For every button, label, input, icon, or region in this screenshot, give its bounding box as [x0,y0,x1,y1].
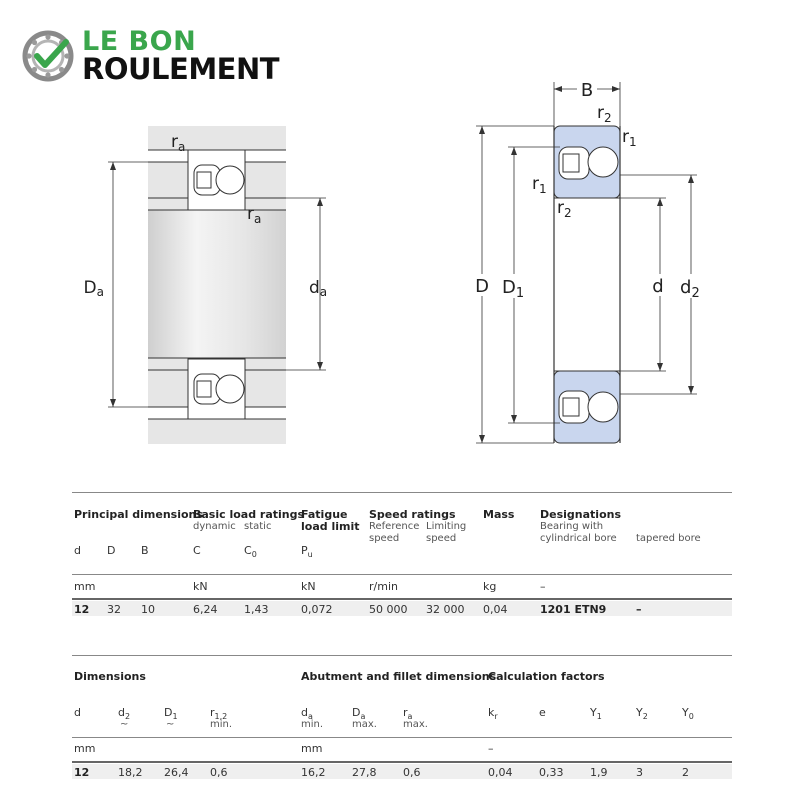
sym2-D1: $D_1$ [164,706,178,722]
val-C0: 1,43 [244,603,269,616]
da-label: da [309,278,328,299]
val2-e: 0,33 [539,766,564,779]
val-lim-speed: 32 000 [426,603,465,616]
hdr-fatigue-1: Fatigue [301,508,348,521]
hdr-reference-2: speed [369,533,400,544]
sym-d: d [74,544,81,557]
sym2-r12: $r_{1,2}$ [210,706,228,722]
hdr-reference-1: Reference [369,521,420,532]
hdr-bearing-with-2: cylindrical bore [540,533,617,544]
sym2-d2: $d_2$ [118,706,131,722]
r2-mid-label: $r_2$ [557,198,572,220]
val2-Y1: 1,9 [590,766,608,779]
D-label: D [475,276,489,297]
val2-kr: 0,04 [488,766,513,779]
Da-label: Da [83,278,104,299]
val-mass: 0,04 [483,603,508,616]
hdr-mass: Mass [483,508,515,521]
val2-da: 16,2 [301,766,326,779]
val-ref-speed: 50 000 [369,603,408,616]
r1-mid-label: $r_1$ [532,174,547,196]
hdr-bearing-with-1: Bearing with [540,521,604,532]
val-D: 32 [107,603,121,616]
ra-top-label: $r_a$ [171,132,186,154]
bearing-data-table [72,492,732,620]
unit2-mm-2: mm [301,742,323,755]
right-rollers-bottom [559,391,618,423]
unit-kg: kg [483,580,497,593]
sym2-da: $d_a$ [301,706,313,722]
hdr-static: static [244,521,272,532]
sym-C0: $C_0$ [244,544,257,560]
val-Pu: 0,072 [301,603,333,616]
bearing-section-bottom [188,359,245,419]
val-C: 6,24 [193,603,218,616]
hdr-calc: Calculation factors [488,670,605,683]
val2-D1: 26,4 [164,766,189,779]
B-label: B [580,80,594,101]
hdr-dynamic: dynamic [193,521,236,532]
shaft [148,210,286,358]
sym2-kr: $k_r$ [488,706,498,722]
unit2-mm-1: mm [74,742,96,755]
hdr-limiting-2: speed [426,533,457,544]
ra-mid-label: $r_a$ [247,204,262,226]
unit-dash: – [540,580,546,593]
val-tapered: – [636,603,642,616]
hdr-abutment: Abutment and fillet dimensions [301,670,497,683]
val2-Y2: 3 [636,766,643,779]
sym2-da-note: min. [301,719,324,730]
sym-Pu: $P_u$ [301,544,313,560]
right-rollers-top [559,147,618,179]
brand-line2: ROULEMENT [82,52,280,86]
unit-kN-2: kN [301,580,316,593]
d-label: d [652,276,664,297]
val-designation: 1201 ETN9 [540,603,607,616]
D1-label: $D_1$ [502,277,525,301]
val2-d2: 18,2 [118,766,143,779]
d2-label: $d_2$ [680,277,700,301]
sym-C: C [193,544,201,557]
sym2-Y0: $Y_0$ [682,706,694,722]
sym2-d: d [74,706,81,719]
hdr-speed: Speed ratings [369,508,456,521]
sym-D: D [107,544,116,557]
r2-top-label: $r_2$ [597,103,612,125]
bearing-section-top [188,150,245,210]
val2-r12: 0,6 [210,766,228,779]
sym2-d2-note: ~ [120,719,129,730]
unit2-dash: – [488,742,494,755]
hdr-principal: Principal dimensions [74,508,203,521]
val2-ra: 0,6 [403,766,421,779]
sym2-D1-note: ~ [166,719,175,730]
hdr-fatigue-2: load limit [301,520,360,533]
bearing-cross-section [473,79,706,443]
sym2-Da-note: max. [352,719,377,730]
hdr-limiting-1: Limiting [426,521,467,532]
sym2-ra-note: max. [403,719,428,730]
sym2-Da: $D_a$ [352,706,366,722]
brand-line1: LE BON [82,26,197,57]
unit-kN-1: kN [193,580,208,593]
hdr-dimensions: Dimensions [74,670,146,683]
sym-B: B [141,544,149,557]
sym2-ra: $r_a$ [403,706,413,722]
sym2-Y2: $Y_2$ [636,706,648,722]
val-B: 10 [141,603,155,616]
unit-mm: mm [74,580,96,593]
val2-Da: 27,8 [352,766,377,779]
r1-top-label: $r_1$ [622,127,637,149]
sym2-Y1: $Y_1$ [590,706,602,722]
mounting-drawing [84,126,328,444]
val-d: 12 [74,603,90,616]
hdr-tapered: tapered bore [636,533,701,544]
unit-rmin: r/min [369,580,398,593]
sym2-e: e [539,706,546,719]
val2-d: 12 [74,766,90,779]
dimensions-table [72,655,732,785]
val2-Y0: 2 [682,766,689,779]
hdr-designations: Designations [540,508,622,521]
hdr-basic-load: Basic load ratings [193,508,305,521]
sym2-r12-note: min. [210,719,233,730]
